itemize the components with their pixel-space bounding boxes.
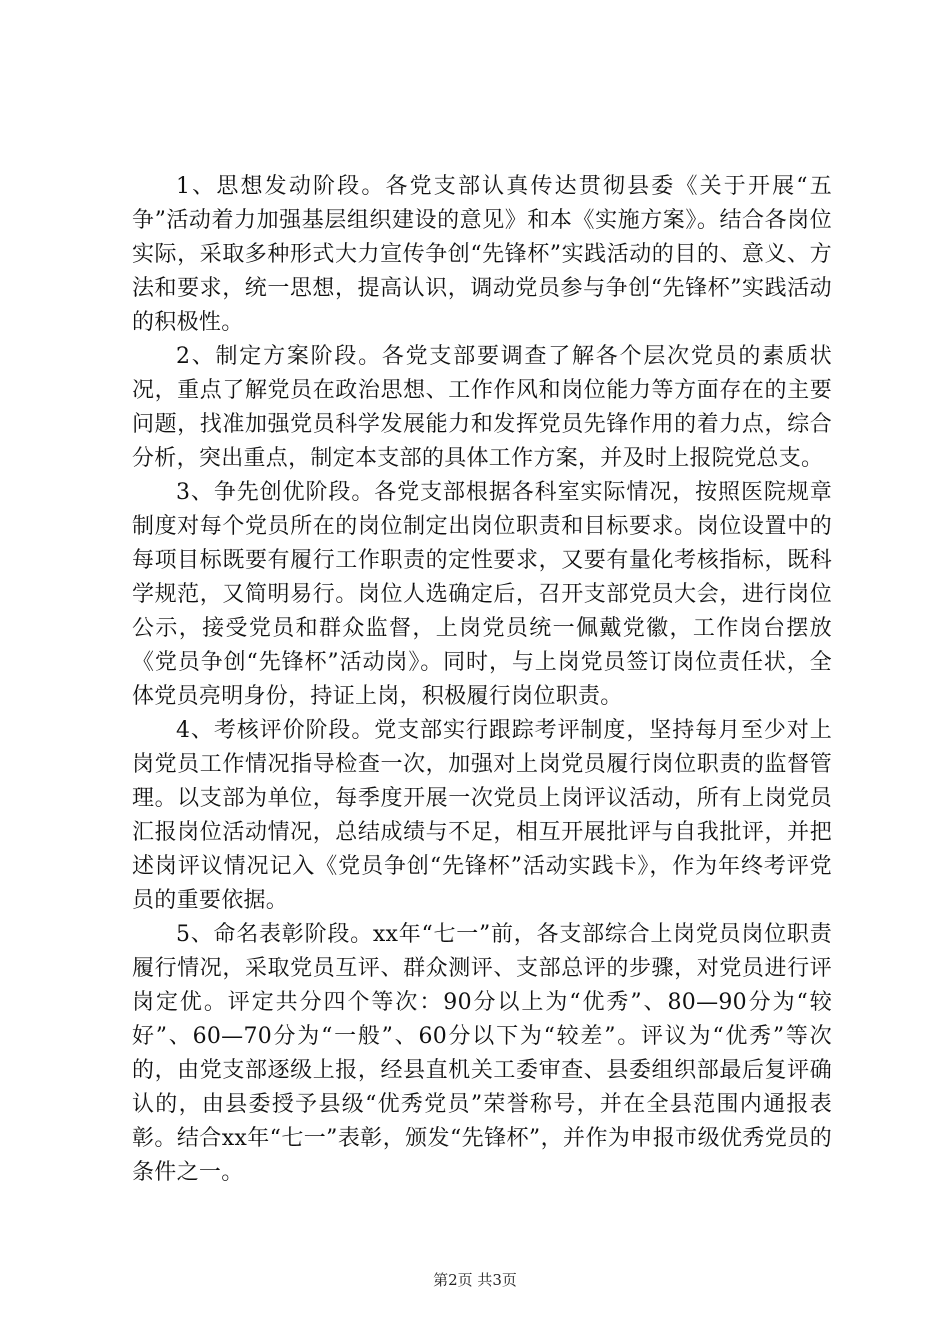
paragraph-5: 5、命名表彰阶段。xx年“七一”前，各支部综合上岗党员岗位职责履行情况，采取党员互评、群众测评、支部总评的步骤，对党员进行评岗定优。评定共分四个等次：90分以上为“优秀”、80—90分为“较好”、60—70分为“一般”、60分以下为“较差”。评议为“优秀”等次的，由党支部逐级上报，经县直机关工委审查、县委组织部最后复评确认的，由县委授予县级“优秀党员”荣誉称号，并在全县范围内通报表彰。结合xx年“七一”表彰，颁发“先锋杯”，并作为申报市级优秀党员的条件之一。 (132, 922, 832, 1185)
document-body (132, 170, 832, 1190)
paragraph-1: 1、思想发动阶段。各党支部认真传达贯彻县委《关于开展“五争”活动着力加强基层组织建设的意见》和本《实施方案》。结合各岗位实际，采取多种形式大力宣传争创“先锋杯”实践活动的目的、意义、方法和要求，统一思想，提高认识，调动党员参与争创“先锋杯”实践活动的积极性。 (132, 174, 832, 335)
paragraph-3: 3、争先创优阶段。各党支部根据各科室实际情况，按照医院规章制度对每个党员所在的岗位制定出岗位职责和目标要求。岗位设置中的每项目标既要有履行工作职责的定性要求，又要有量化考核指标，既科学规范，又简明易行。岗位人选确定后，召开支部党员大会，进行岗位公示，接受党员和群众监督，上岗党员统一佩戴党徽，工作岗台摆放《党员争创“先锋杯”活动岗》。同时，与上岗党员签订岗位责任状，全体党员亮明身份，持证上岗，积极履行岗位职责。 (132, 480, 832, 709)
page-number-footer: 第2页 共3页 (433, 1271, 517, 1289)
paragraph-2: 2、制定方案阶段。各党支部要调查了解各个层次党员的素质状况，重点了解党员在政治思想、工作作风和岗位能力等方面存在的主要问题，找准加强党员科学发展能力和发挥党员先锋作用的着力点，综合分析，突出重点，制定本支部的具体工作方案，并及时上报院党总支。 (132, 344, 832, 471)
paragraph-4: 4、考核评价阶段。党支部实行跟踪考评制度，坚持每月至少对上岗党员工作情况指导检查一次，加强对上岗党员履行岗位职责的监督管理。以支部为单位，每季度开展一次党员上岗评议活动，所有上岗党员汇报岗位活动情况，总结成绩与不足，相互开展批评与自我批评，并把述岗评议情况记入《党员争创“先锋杯”活动实践卡》，作为年终考评党员的重要依据。 (132, 718, 832, 913)
